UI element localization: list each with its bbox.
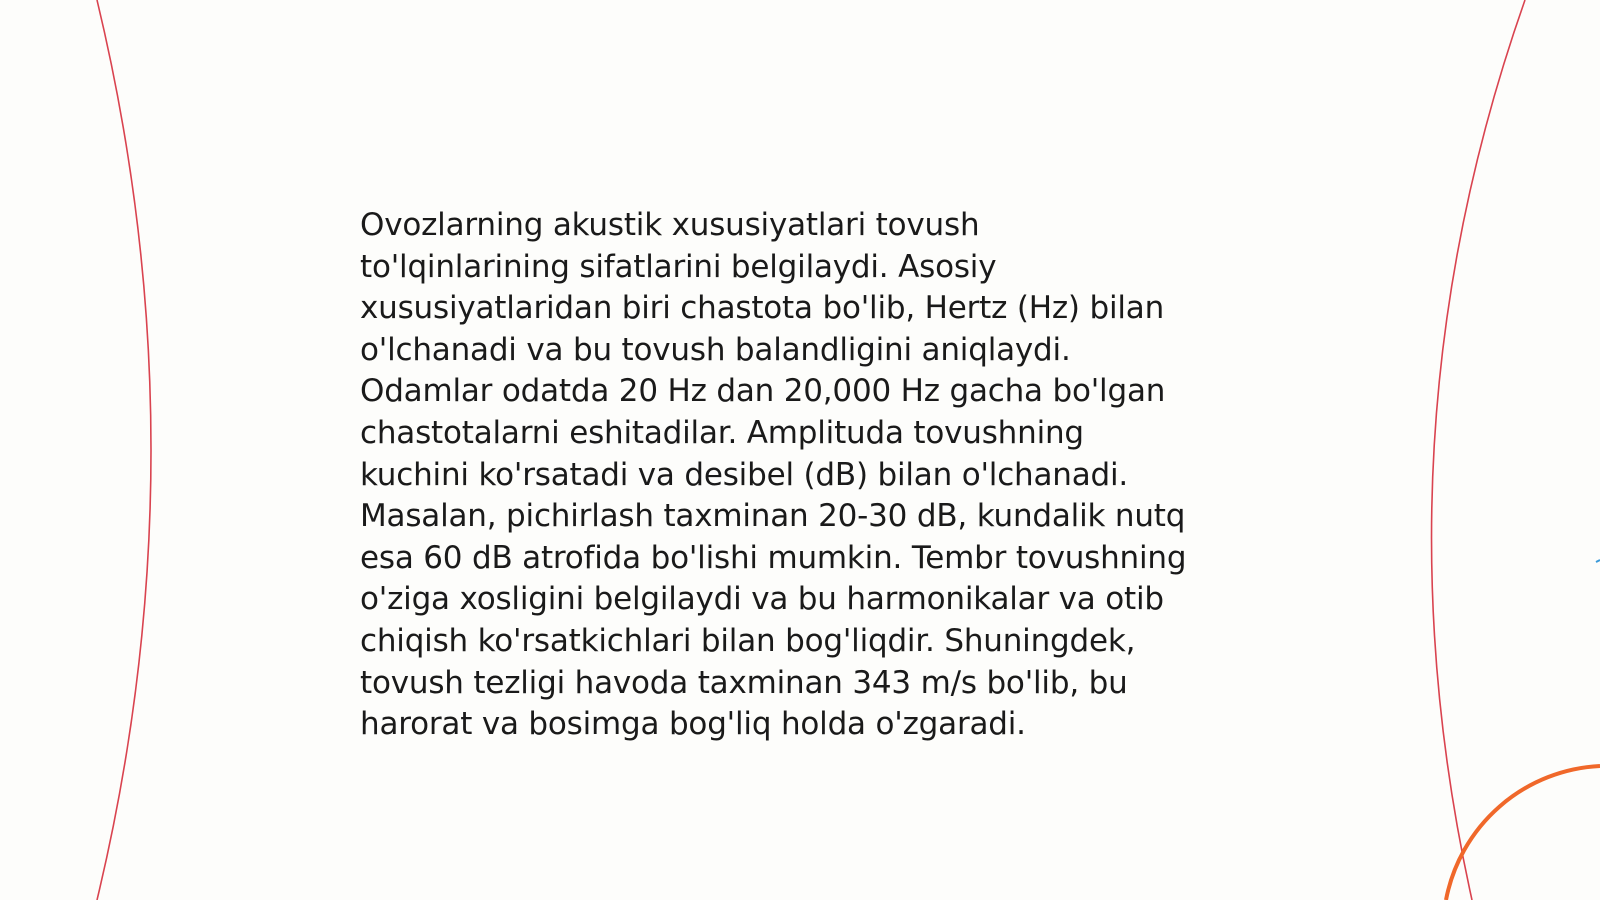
body-paragraph: Ovozlarning akustik xususiyatlari tovush to'lqinlarining sifatlarini belgilaydi. Asosiy xususiyatlaridan biri chastota bo'lib, Hertz (Hz) bilan o'lchanadi va bu tovush balandligini aniqlaydi. Odamlar odatda 20 Hz dan 20,000 Hz gacha bo'lgan chastotalarni eshitadilar. Amplituda tovushning kuchini ko'rsatadi va desibel (dB) bilan o'lchanadi. Masalan, pichirlash taxminan 20-30 dB, kundalik nutq esa 60 dB atrofida bo'lishi mumkin. Tembr tovushning o'ziga xosligini belgilaydi va bu harmonikalar va otib chiqish ko'rsatkichlari bilan bog'liqdir. Shuningdek, tovush tezligi havoda taxminan 343 m/s bo'lib, bu harorat va bosimga bog'liq holda o'zgaradi.: [360, 207, 1187, 743]
right-curve-line: [1432, 0, 1525, 900]
left-curve-line: [97, 0, 151, 900]
right-edge-blue-mark: [1596, 560, 1600, 562]
bottom-right-orange-arc: [1446, 766, 1600, 900]
